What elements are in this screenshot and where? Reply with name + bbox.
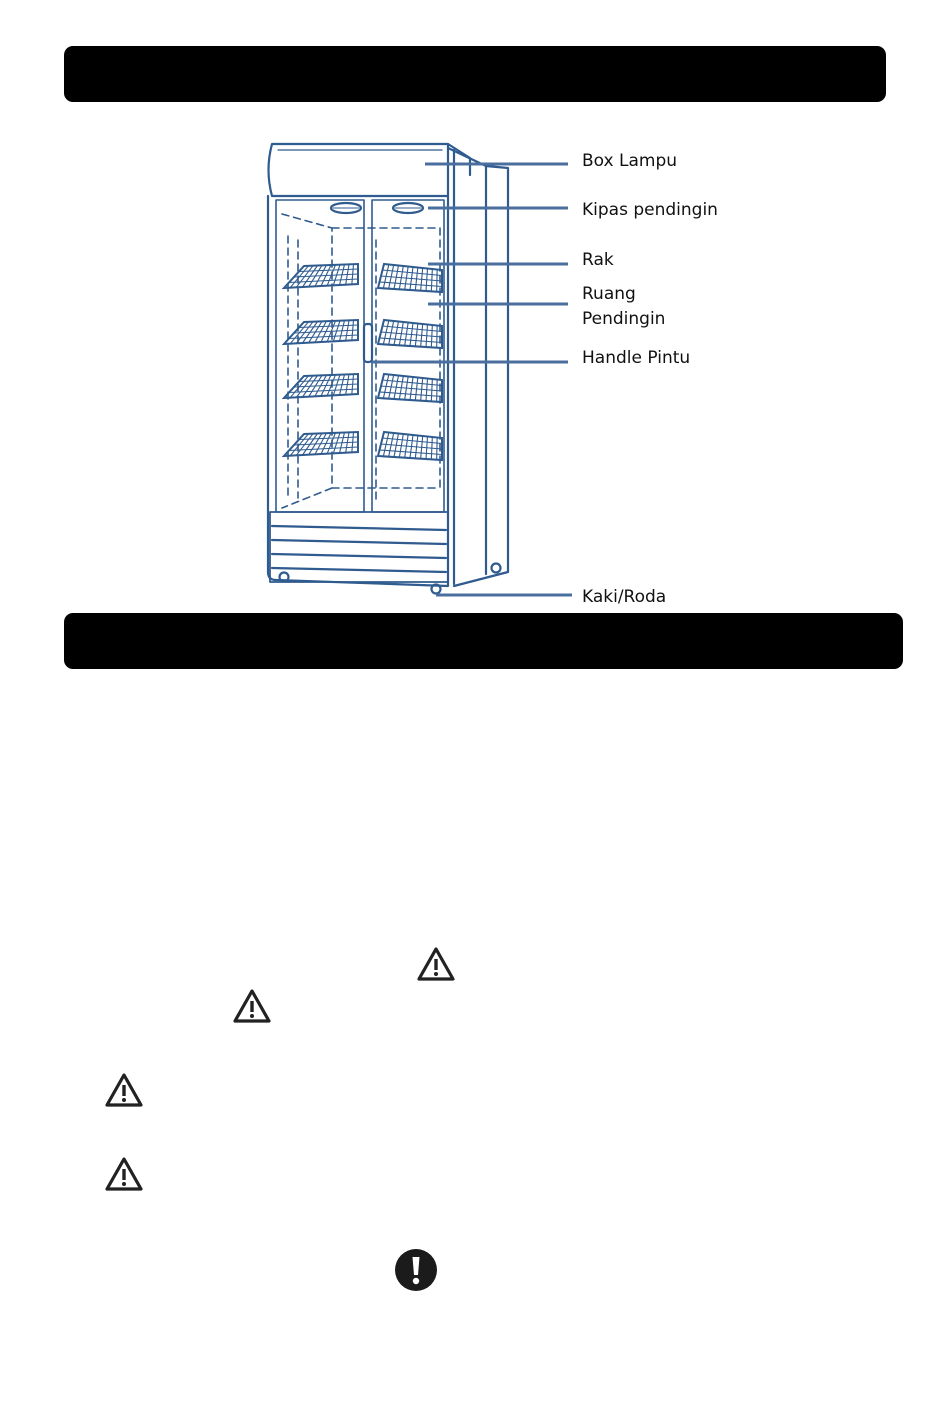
lamp-box (269, 144, 449, 196)
door-handle (364, 324, 372, 362)
warning-icon (104, 1072, 144, 1108)
foot-rear (492, 564, 501, 573)
label-cooling-room-line2: Pendingin (582, 309, 666, 329)
cabinet-side (448, 148, 508, 586)
right-door (372, 200, 444, 512)
label-shelf: Rak (582, 250, 614, 270)
label-door-handle: Handle Pintu (582, 348, 691, 368)
label-feet-wheels: Kaki/Roda (582, 587, 667, 607)
warning-icon (416, 946, 456, 982)
label-lamp-box: Box Lampu (582, 151, 678, 171)
section-header-bar-bottom (64, 613, 903, 669)
left-door (276, 200, 364, 512)
label-cooling-room-line1: Ruang (582, 284, 636, 304)
mandatory-action-icon (394, 1248, 438, 1292)
refrigerator-diagram (0, 0, 950, 612)
warning-icon (232, 988, 272, 1024)
label-cooling-fan: Kipas pendingin (582, 200, 718, 220)
warning-icon (104, 1156, 144, 1192)
